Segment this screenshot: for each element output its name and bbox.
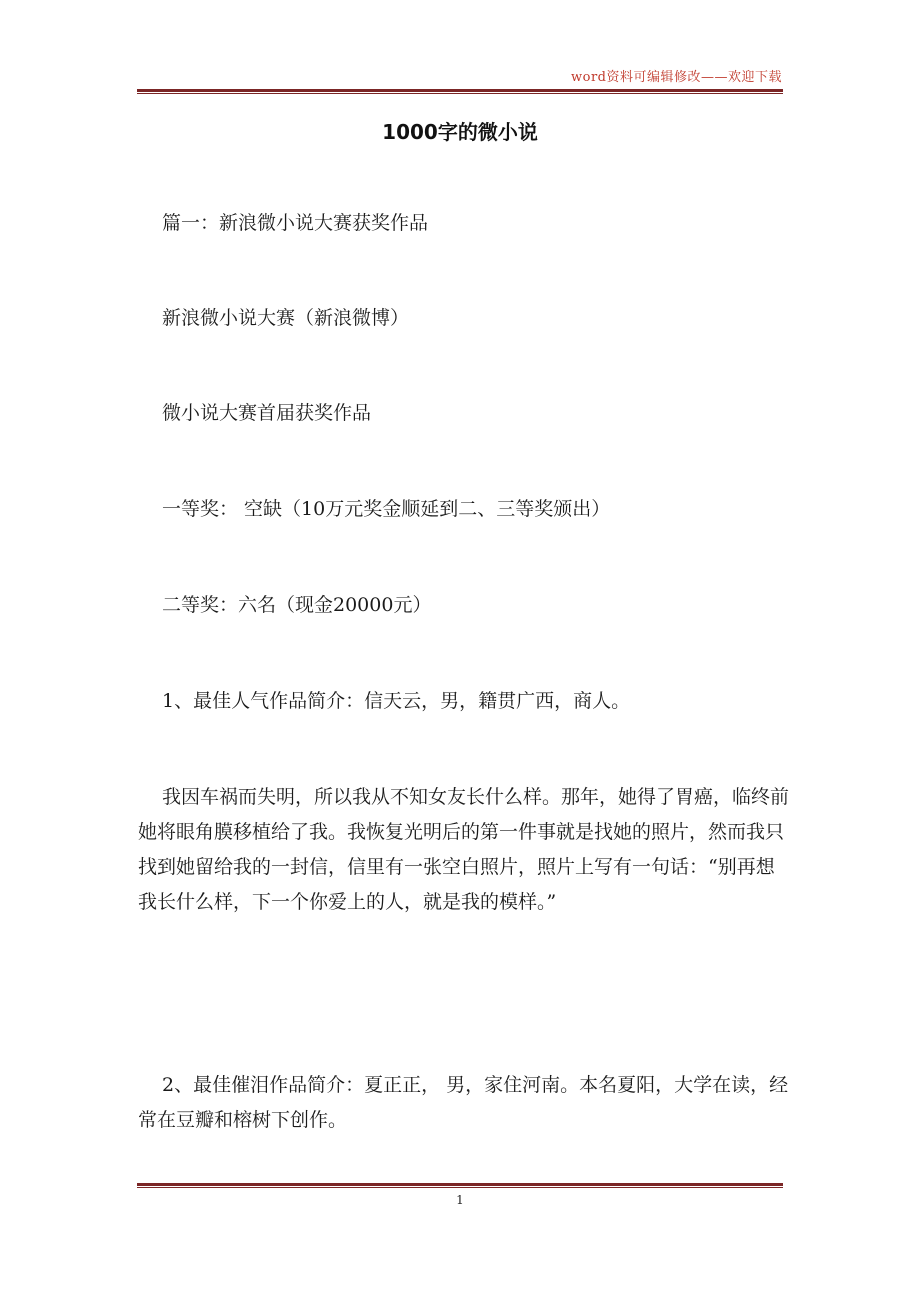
header-rule [137, 89, 783, 94]
paragraph-8: 2、最佳催泪作品简介：夏正正， 男，家住河南。本名夏阳，大学在读，经常在豆瓣和榕树下创作。 [138, 1074, 789, 1131]
paragraph-3: 微小说大赛首届获奖作品 [162, 402, 372, 424]
footer-rule [137, 1183, 783, 1188]
document-title: 1000字的微小说 [382, 120, 538, 144]
header-text: word资料可编辑修改——欢迎下载 [571, 70, 782, 85]
paragraph-6: 1、最佳人气作品简介：信天云，男，籍贯广西，商人。 [162, 690, 631, 712]
paragraph-4: 一等奖： 空缺（10万元奖金顺延到二、三等奖颁出） [162, 498, 611, 520]
paragraph-1: 篇一：新浪微小说大赛获奖作品 [162, 212, 429, 234]
page-number: 1 [456, 1193, 464, 1207]
paragraph-7: 我因车祸而失明，所以我从不知女友长什么样。那年，她得了胃癌，临终前她将眼角膜移植给了我。我恢复光明后的第一件事就是找她的照片，然而我只找到她留给我的一封信，信里有一张空白照片，照片上写有一句话：“别再想我长什么样，下一个你爱上的人，就是我的模样。” [138, 786, 790, 913]
paragraph-5: 二等奖：六名（现金20000元） [162, 594, 432, 616]
paragraph-2: 新浪微小说大赛（新浪微博） [162, 307, 410, 329]
